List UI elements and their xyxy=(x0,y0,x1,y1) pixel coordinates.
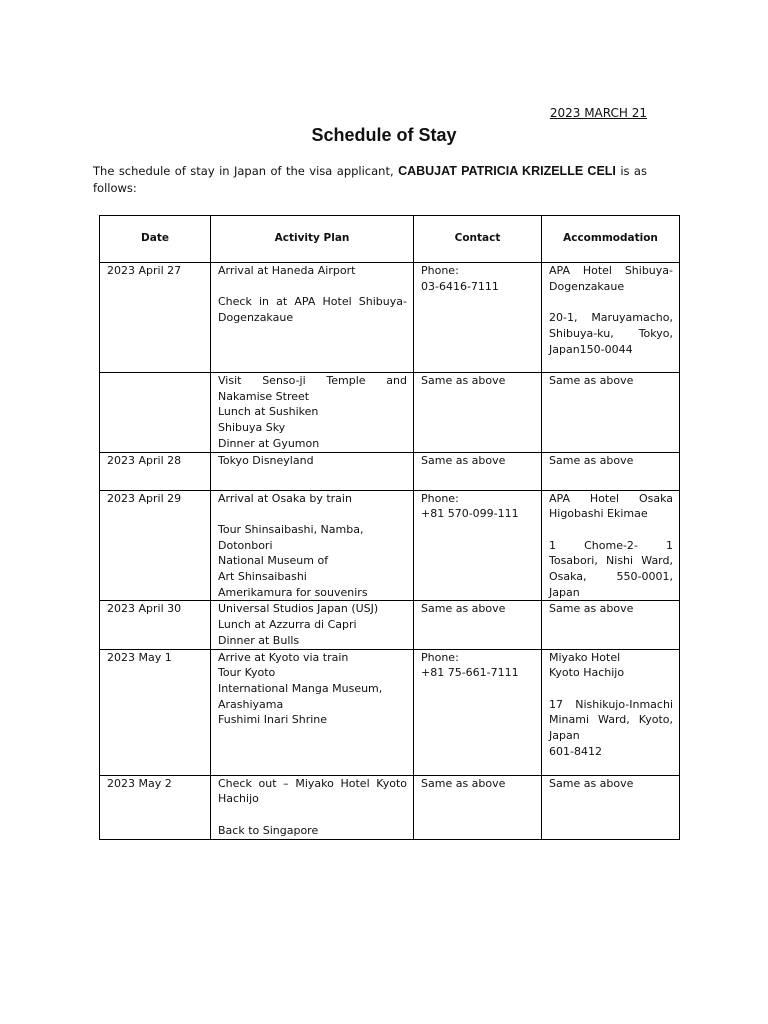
issue-date: 2023 MARCH 21 xyxy=(549,106,647,120)
cell-line: Check out – Miyako Hotel Kyoto Hachijo xyxy=(218,776,407,806)
text-block xyxy=(218,823,407,839)
cell-line: Visit Senso-ji Temple and Nakamise Street xyxy=(218,374,407,403)
activity-cell xyxy=(211,775,414,839)
text-block xyxy=(549,650,673,681)
cell-line: Phone: xyxy=(421,491,459,505)
table-row xyxy=(100,373,680,453)
text-block xyxy=(421,373,535,389)
column-header-date: Date xyxy=(100,216,211,263)
cell-line: Same as above xyxy=(549,776,634,790)
cell-line: Same as above xyxy=(549,453,634,467)
text-block xyxy=(549,373,673,389)
text-block xyxy=(549,263,673,294)
text-block xyxy=(218,263,407,279)
contact-cell xyxy=(414,490,542,601)
contact-cell xyxy=(414,452,542,490)
date-cell xyxy=(100,373,211,453)
schedule-table xyxy=(99,215,680,840)
date-text: 2023 May 1 xyxy=(107,650,172,664)
cell-line: 17 Nishikujo-Inmachi Minami Ward, Kyoto, Japan xyxy=(549,697,673,743)
date-cell xyxy=(100,649,211,775)
cell-line: Universal Studios Japan (USJ) xyxy=(218,602,379,616)
accommodation-cell xyxy=(542,601,680,649)
contact-cell xyxy=(414,649,542,775)
intro-paragraph xyxy=(93,163,647,197)
column-header-activity: Activity Plan xyxy=(211,216,414,263)
text-block xyxy=(549,601,673,617)
intro-text-end: is as follows: xyxy=(93,164,647,195)
cell-line: Kyoto Hachijo xyxy=(549,666,625,680)
column-header-accommodation: Accommodation xyxy=(542,216,680,263)
activity-cell xyxy=(211,373,414,453)
cell-line: Lunch at Sushiken xyxy=(218,405,319,419)
text-block xyxy=(421,776,535,792)
contact-cell xyxy=(414,373,542,453)
cell-line: Lunch at Azzurra di Capri xyxy=(218,618,357,632)
date-cell xyxy=(100,263,211,373)
text-block xyxy=(218,601,407,648)
table-row xyxy=(100,263,680,373)
cell-line: 1 Chome-2- 1 Tosabori, Nishi Ward, Osaka, 550-0001, Japan xyxy=(549,538,673,599)
cell-line: Check in at APA Hotel Shibuya-Dogenzakaue xyxy=(218,295,407,325)
cell-line: Amerikamura for souvenirs xyxy=(218,585,368,599)
cell-line: Arrive at Kyoto via train xyxy=(218,650,349,664)
cell-line: Dinner at Gyumon xyxy=(218,436,320,450)
accommodation-cell xyxy=(542,775,680,839)
date-cell xyxy=(100,775,211,839)
cell-line: Tour Shinsaibashi, Namba, Dotonbori xyxy=(218,522,364,552)
cell-line: International Manga Museum, Arashiyama xyxy=(218,681,383,711)
table-row xyxy=(100,601,680,649)
text-block xyxy=(549,697,673,760)
cell-line: Miyako Hotel xyxy=(549,650,621,664)
date-cell xyxy=(100,452,211,490)
cell-line: Phone: xyxy=(421,264,459,277)
text-block xyxy=(421,650,535,681)
cell-line: Same as above xyxy=(421,776,506,790)
text-block xyxy=(218,491,407,507)
document-title: Schedule of Stay xyxy=(311,125,457,145)
contact-cell xyxy=(414,775,542,839)
date-text: 2023 May 2 xyxy=(107,776,172,790)
contact-cell xyxy=(414,601,542,649)
text-block xyxy=(421,453,535,469)
cell-line: +81 570-099-111 xyxy=(421,507,519,521)
accommodation-cell xyxy=(542,490,680,601)
cell-line: National Museum of xyxy=(218,554,329,568)
cell-line: Shibuya Sky xyxy=(218,421,286,435)
cell-line: Same as above xyxy=(421,453,506,467)
date-cell xyxy=(100,490,211,601)
cell-line: 20-1, Maruyamacho, Shibuya-ku, Tokyo, Japan150-0044 xyxy=(549,311,673,356)
activity-cell xyxy=(211,263,414,373)
cell-line: 601-8412 xyxy=(549,744,602,758)
text-block xyxy=(421,491,535,522)
table-row xyxy=(100,490,680,601)
cell-line: Art Shinsaibashi xyxy=(218,570,307,584)
table-row xyxy=(100,452,680,490)
column-header-contact: Contact xyxy=(414,216,542,263)
table-row xyxy=(100,649,680,775)
text-block xyxy=(218,294,407,325)
cell-line: Same as above xyxy=(421,374,506,387)
applicant-name: CABUJAT PATRICIA KRIZELLE CELI xyxy=(398,164,616,178)
cell-line: Dinner at Bulls xyxy=(218,633,300,647)
table-header-row xyxy=(100,216,680,263)
table-row xyxy=(100,775,680,839)
activity-cell xyxy=(211,601,414,649)
accommodation-cell xyxy=(542,263,680,373)
cell-line: APA Hotel Shibuya-Dogenzakaue xyxy=(549,264,673,293)
cell-line: Tour Kyoto xyxy=(218,666,276,680)
text-block xyxy=(218,373,407,452)
date-cell xyxy=(100,601,211,649)
text-block xyxy=(549,776,673,792)
cell-line: Tokyo Disneyland xyxy=(218,453,314,467)
contact-cell xyxy=(414,263,542,373)
cell-line: Phone: xyxy=(421,650,459,664)
cell-line: Same as above xyxy=(549,374,634,387)
cell-line: Back to Singapore xyxy=(218,823,319,837)
activity-cell xyxy=(211,649,414,775)
text-block xyxy=(549,491,673,522)
intro-text: The schedule of stay in Japan of the visa applicant, xyxy=(93,164,399,178)
cell-line: +81 75-661-7111 xyxy=(421,666,519,680)
cell-line: Arrival at Haneda Airport xyxy=(218,264,356,277)
date-text: 2023 April 28 xyxy=(107,453,182,467)
date-text: 2023 April 29 xyxy=(107,491,182,505)
activity-cell xyxy=(211,452,414,490)
text-block xyxy=(218,453,407,469)
cell-line: Arrival at Osaka by train xyxy=(218,491,352,505)
cell-line: APA Hotel Osaka Higobashi Ekimae xyxy=(549,491,673,521)
text-block xyxy=(218,522,407,601)
text-block xyxy=(421,601,535,617)
accommodation-cell xyxy=(542,649,680,775)
cell-line: 03-6416-7111 xyxy=(421,279,499,293)
accommodation-cell xyxy=(542,452,680,490)
cell-line: Same as above xyxy=(421,602,506,616)
cell-line: Fushimi Inari Shrine xyxy=(218,713,328,727)
date-text: 2023 April 30 xyxy=(107,602,182,616)
text-block xyxy=(549,538,673,601)
accommodation-cell xyxy=(542,373,680,453)
activity-cell xyxy=(211,490,414,601)
date-text: 2023 April 27 xyxy=(107,264,182,277)
text-block xyxy=(218,650,407,729)
text-block xyxy=(549,310,673,357)
text-block xyxy=(549,453,673,469)
text-block xyxy=(218,776,407,807)
cell-line: Same as above xyxy=(549,602,634,616)
text-block xyxy=(421,263,535,294)
